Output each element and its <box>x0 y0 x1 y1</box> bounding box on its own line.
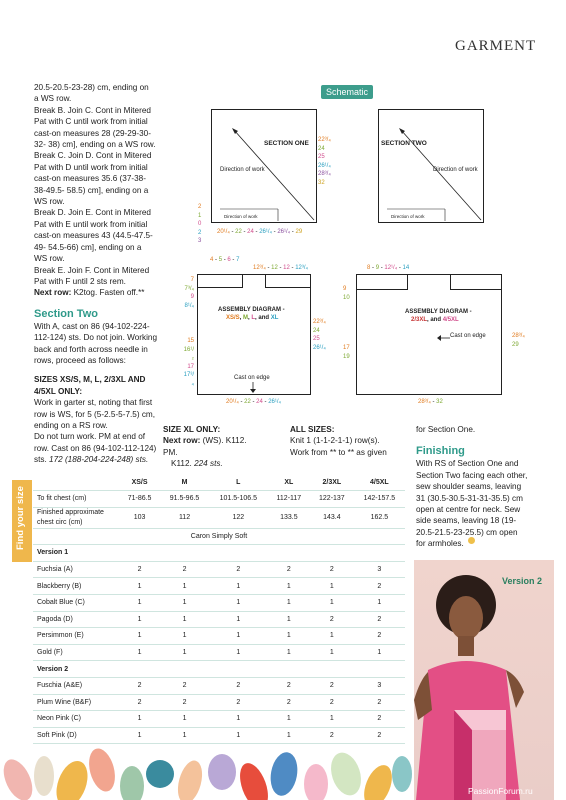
down-arrow-icon <box>250 382 256 393</box>
measure-value: 19 <box>343 353 350 360</box>
table-cell: 2 <box>209 677 268 694</box>
section-two-label: SECTION TWO <box>381 140 427 147</box>
assembly1-sizes: XS/S, M, L, and XL <box>226 315 279 321</box>
assembly-diagram-one <box>197 274 311 395</box>
assembly1-title: ASSEMBLY DIAGRAM - <box>218 307 285 313</box>
table-cell: 1 <box>268 611 310 628</box>
direction-label: Direction of work <box>220 167 265 173</box>
measure-value: 12³/₄ <box>295 265 308 271</box>
table-cell: 2 <box>310 677 354 694</box>
table-row-label: Blackberry (B) <box>33 578 119 595</box>
left-column-text <box>34 82 164 466</box>
finishing-line: for armholes. <box>416 539 464 549</box>
all-sizes-line1: Knit 1 (1-1-2-1-1) row(s). <box>290 436 380 446</box>
table-row-label: To fit chest (cm) <box>33 491 119 508</box>
table-cell: 103 <box>119 507 160 528</box>
table-cell: 133.5 <box>268 507 310 528</box>
table-cell: 1 <box>209 628 268 645</box>
table-cell: 1 <box>160 611 209 628</box>
left-column-line: WS row. <box>34 254 65 264</box>
assembly-size: XL <box>270 315 279 321</box>
table-cell: 1 <box>160 594 209 611</box>
left-column-line: Pat with E until work from initial <box>34 219 148 229</box>
direction-label-2: Direction of work <box>433 167 478 173</box>
measure-value: 9 <box>190 294 194 300</box>
left-column-line: WS row. <box>34 197 65 207</box>
measure-value: 29 <box>295 229 303 235</box>
assembly2-bottom-measure: 28³/₄ - 32 <box>418 399 443 405</box>
version-label: Version 2 <box>33 661 405 678</box>
photo-version-label: Version 2 <box>502 576 543 586</box>
version-label: Version 1 <box>33 545 405 562</box>
sizes-line: Do not turn work. PM at end of <box>34 432 146 442</box>
table-cell: 1 <box>310 594 354 611</box>
direction-label-small: Direction of work <box>224 214 258 219</box>
measure-value: 12¹/₄ <box>384 265 398 271</box>
assembly1-left-top-measure <box>184 276 194 310</box>
table-cell: 2 <box>354 727 405 744</box>
table-cell: 1 <box>268 644 310 661</box>
measure-value: 7 <box>236 257 240 263</box>
table-cell: 2 <box>268 694 310 711</box>
assembly1-cast-on: Cast on edge <box>234 375 270 381</box>
table-row <box>33 611 405 628</box>
end-dot-icon <box>468 537 475 544</box>
sizes-line: row is WS, for 5 (5-2.5-5-7.5) cm, <box>34 409 156 419</box>
measure-value: 0 <box>198 221 202 227</box>
measure-value: 26¹/₄ <box>259 229 272 235</box>
table-cell: 2/3XL <box>310 474 354 491</box>
table-cell: 2 <box>160 677 209 694</box>
table-cell: 2 <box>310 694 354 711</box>
table-cell: 2 <box>160 561 209 578</box>
table-cell: 2 <box>119 694 160 711</box>
table-cell: 1 <box>310 578 354 595</box>
assembly1-bottom-measure: 20¹/₄ - 22 - 24 - 26¹/₄ <box>226 399 281 405</box>
table-row <box>33 628 405 645</box>
measure-value: 32 <box>436 399 443 405</box>
table-cell: 101.5-106.5 <box>209 491 268 508</box>
table-cell: L <box>209 474 268 491</box>
table-row-label: Plum Wine (B&F) <box>33 694 119 711</box>
finishing-line: With RS of Section One and <box>416 459 519 469</box>
finishing-column <box>416 424 556 550</box>
table-row-label: Cobalt Blue (C) <box>33 594 119 611</box>
measure-value: 22 <box>244 399 251 405</box>
assembly2-left-bottom-measure <box>343 344 350 361</box>
for-section-one: for Section One. <box>416 425 476 434</box>
table-cell: 1 <box>310 644 354 661</box>
section-two-line: With A, cast on 86 (94-102-224- <box>34 321 150 331</box>
table-cell: 2 <box>160 694 209 711</box>
table-row-label: Pagoda (D) <box>33 611 119 628</box>
measure-value: 14 <box>402 265 410 271</box>
measure-value: 8 <box>367 265 371 271</box>
measure-value: 10 <box>343 294 350 301</box>
table-cell: 2 <box>354 578 405 595</box>
section-two-line: back and forth across needle in <box>34 344 148 354</box>
table-cell: 2 <box>268 677 310 694</box>
measure-value: 24 <box>247 229 254 235</box>
assembly-size: 4/5XL <box>442 317 459 323</box>
table-cell: M <box>160 474 209 491</box>
left-column-line: 32- 38) cm], ending on a WS row. <box>34 140 156 150</box>
table-row-label: Persimmon (E) <box>33 628 119 645</box>
finishing-line: Section Two facing each other, <box>416 470 528 480</box>
section-one-bottom-measure: 20¹/₄ - 22 - 24 - 26¹/₄ - 26¹/₄ - 29 <box>217 229 303 235</box>
left-column-line: cast-on measures 35.6 (37-38- <box>34 174 146 184</box>
table-cell: 2 <box>119 561 160 578</box>
assembly2-title: ASSEMBLY DIAGRAM - <box>405 309 472 315</box>
next-row-text: K2tog. Fasten off.** <box>71 288 145 298</box>
measure-value: 9 <box>375 265 380 271</box>
left-column-line: Break E. Join F. Cont in Mitered <box>34 265 150 275</box>
assembly-size: L <box>251 315 256 321</box>
chest-row <box>33 491 405 508</box>
table-header-row <box>33 474 405 491</box>
left-column-line: 38-49.5- 58.5) cm], ending on a <box>34 185 149 195</box>
assembly2-top-measure: 8 - 9 - 12¹/₄ - 14 <box>367 265 410 271</box>
measure-value: 28³/₄ <box>318 171 331 177</box>
all-sizes-heading: ALL SIZES: <box>290 425 335 434</box>
table-cell: 112-117 <box>268 491 310 508</box>
size-xl-block <box>163 424 263 470</box>
measure-value: 22³/₄ <box>318 137 331 143</box>
table-cell: 142-157.5 <box>354 491 405 508</box>
direction-label-small-2: Direction of work <box>391 214 425 219</box>
schematic-badge: Schematic <box>321 85 373 99</box>
table-cell: 1 <box>119 578 160 595</box>
measure-value: 25 <box>318 154 325 160</box>
table-cell: 1 <box>160 628 209 645</box>
table-cell: 112 <box>160 507 209 528</box>
table-row <box>33 561 405 578</box>
table-cell: 1 <box>119 628 160 645</box>
all-sizes-block <box>290 424 415 458</box>
left-column-line: Pat with D until work from initial <box>34 162 148 172</box>
table-cell: 3 <box>354 561 405 578</box>
measure-value: 26¹/₄ <box>313 344 326 351</box>
left-column-line: 49- 54.5-66) cm], ending on a <box>34 242 142 252</box>
size-table <box>33 474 405 744</box>
measure-value: 20¹/₄ <box>226 399 239 405</box>
left-column-line: a WS row. <box>34 94 72 104</box>
table-cell: 2 <box>354 711 405 728</box>
finishing-line: 20.5-21.5-23-25.5) cm open <box>416 527 518 537</box>
section-one-left-measure <box>198 203 201 246</box>
yarn-name: Caron Simply Soft <box>33 528 405 545</box>
assembly-diagram-two <box>356 274 502 395</box>
direction-arrow-icon <box>212 110 316 222</box>
assembly2-cast-on: Cast on edge <box>450 333 486 339</box>
assembly1-top-measure: 12³/₄ - 12 - 12 - 12³/₄ <box>253 265 308 271</box>
finishing-line: side seams, leaving 18 (19- <box>416 516 517 526</box>
size-xl-line2-italic: 224 sts. <box>194 459 223 469</box>
table-cell: 1 <box>354 644 405 661</box>
left-column-line: Pat with F until 2 sts rem. <box>34 276 126 286</box>
measure-value: 17 <box>187 363 194 370</box>
section-one-right-measure <box>318 136 331 187</box>
table-cell: 1 <box>119 711 160 728</box>
measure-value: 22³/₄ <box>313 319 326 325</box>
next-row-label: Next row: <box>34 288 72 298</box>
sizes-line: Work in garter st, noting that first <box>34 398 153 408</box>
sizes-heading: SIZES XS/S, M, L, 2/3XL AND 4/5XL ONLY: <box>34 375 146 396</box>
measure-value: 8¹/₄ <box>184 302 194 309</box>
size-xl-heading: SIZE XL ONLY: <box>163 425 221 434</box>
table-cell: 71-86.5 <box>119 491 160 508</box>
find-your-size-tab <box>12 480 32 562</box>
section-two-diagram <box>378 109 484 223</box>
table-cell: 4/5XL <box>354 474 405 491</box>
table-cell: 1 <box>119 594 160 611</box>
table-cell: 1 <box>268 578 310 595</box>
measure-value: 17 <box>343 345 350 351</box>
left-arrow-icon <box>437 335 451 341</box>
table-cell: 2 <box>268 561 310 578</box>
table-row-label: Gold (F) <box>33 644 119 661</box>
page-section-title: GARMENT <box>455 38 537 54</box>
table-cell: 1 <box>209 578 268 595</box>
table-cell: 2 <box>354 628 405 645</box>
measure-value: 28³/₄ <box>512 333 525 339</box>
measure-value: 12³/₄ <box>253 265 266 271</box>
all-sizes-line2: Work from ** to ** as given <box>290 447 387 457</box>
table-cell: 1 <box>160 644 209 661</box>
measure-value: 25 <box>313 336 320 342</box>
section-two-line: 112-124) sts. Do not join. Working <box>34 333 158 343</box>
table-cell: 1 <box>310 628 354 645</box>
measure-value: 24 <box>256 399 263 405</box>
table-cell: 1 <box>119 611 160 628</box>
measure-value: 6 <box>227 257 231 263</box>
measure-value: 7 <box>190 277 194 283</box>
table-cell: 3 <box>354 677 405 694</box>
measure-value: 28³/₄ <box>418 399 431 405</box>
assembly-size: 2/3XL <box>411 317 428 323</box>
table-cell: XL <box>268 474 310 491</box>
table-cell: 2 <box>354 694 405 711</box>
table-cell: 143.4 <box>310 507 354 528</box>
section-two-line: rows, proceed as follows: <box>34 355 126 365</box>
table-cell: 1 <box>209 711 268 728</box>
table-cell: 1 <box>209 727 268 744</box>
measure-value: 2 <box>198 229 202 236</box>
assembly1-right-measure <box>313 318 326 352</box>
table-cell: 162.5 <box>354 507 405 528</box>
table-cell: 1 <box>268 628 310 645</box>
finished-row <box>33 507 405 528</box>
watermark: PassionForum.ru <box>468 786 533 796</box>
measure-value: 16¹/₂ <box>183 346 194 361</box>
measure-value: 15 <box>187 338 194 344</box>
left-column-line: Pat with C until work from initial <box>34 117 148 127</box>
table-cell: 1 <box>119 644 160 661</box>
finishing-line: sew shoulder seams, leaving <box>416 482 522 492</box>
table-row-label: Neon Pink (C) <box>33 711 119 728</box>
table-row-label: Finished approximate chest circ (cm) <box>33 507 119 528</box>
left-column-line: Break C. Join D. Cont in Mitered <box>34 151 152 161</box>
table-cell: 1 <box>268 594 310 611</box>
table-cell: 1 <box>209 594 268 611</box>
measure-value: 24 <box>318 145 325 152</box>
table-row-label <box>33 474 119 491</box>
finishing-heading: Finishing <box>416 445 465 458</box>
assembly1-top-left-measure: 4 - 5 - 6 - 7 <box>210 257 240 263</box>
left-column-line: 20.5-20.5-23-28) cm, ending on <box>34 83 149 92</box>
yarn-row <box>33 528 405 545</box>
table-cell: 122-137 <box>310 491 354 508</box>
sizes-line: row. Cast on 86 (94-102-112-124) <box>34 443 157 453</box>
measure-value: 5 <box>218 257 223 263</box>
left-column-line: Break B. Join C. Cont in Mitered <box>34 105 151 115</box>
version-row <box>33 661 405 678</box>
table-cell: 1 <box>160 578 209 595</box>
size-xl-next-text: (WS). K112. PM. <box>163 436 247 457</box>
measure-value: 32 <box>318 179 325 186</box>
size-xl-next-label: Next row: <box>163 436 201 446</box>
table-row <box>33 594 405 611</box>
measure-value: 2 <box>198 204 202 210</box>
table-cell: 2 <box>354 611 405 628</box>
table-cell: 2 <box>310 611 354 628</box>
left-column-line: Break D. Join E. Cont in Mitered <box>34 208 151 218</box>
measure-value: 4 <box>210 257 214 263</box>
assembly-size: XS/S <box>226 315 240 321</box>
table-cell: 91.5-96.5 <box>160 491 209 508</box>
table-row-label: Fuchsia (A) <box>33 561 119 578</box>
table-cell: 1 <box>209 644 268 661</box>
size-xl-line2: K112. <box>171 459 195 469</box>
find-your-size-label: Find your size <box>15 486 26 550</box>
assembly1-left-bottom-measure <box>182 337 194 388</box>
table-cell: 1 <box>310 711 354 728</box>
table-cell: 1 <box>160 727 209 744</box>
sizes-last-italic: 172 (188-204-224-248) sts. <box>49 455 149 465</box>
table-cell: 2 <box>310 727 354 744</box>
sizes-last-prefix: sts. <box>34 455 50 465</box>
section-one-diagram <box>211 109 317 223</box>
table-row <box>33 644 405 661</box>
assembly-size: M <box>243 315 249 321</box>
table-row <box>33 677 405 694</box>
table-cell: 1 <box>268 711 310 728</box>
left-column-line: cast-on measures 28 (29-29-30- <box>34 128 151 138</box>
measure-value: 26¹/₄ <box>277 229 291 235</box>
table-cell: 1 <box>119 727 160 744</box>
table-row-label: Soft Pink (D) <box>33 727 119 744</box>
assembly2-sizes: 2/3XL, and 4/5XL <box>411 317 459 323</box>
left-column-line: cast-on measures 43 (44.5-47.5- <box>34 231 153 241</box>
measure-value: 17³/₄ <box>183 372 194 387</box>
table-cell: 2 <box>209 694 268 711</box>
assembly2-right-measure <box>512 332 525 349</box>
measure-value: 7³/₄ <box>184 285 194 292</box>
table-cell: 1 <box>209 611 268 628</box>
table-cell: 1 <box>268 727 310 744</box>
table-cell: 2 <box>119 677 160 694</box>
measure-value: 12 <box>283 265 290 271</box>
measure-value: 20¹/₄ <box>217 229 230 235</box>
table-row <box>33 711 405 728</box>
measure-value: 24 <box>313 327 320 334</box>
table-row <box>33 578 405 595</box>
table-row <box>33 694 405 711</box>
measure-value: 22 <box>235 229 242 235</box>
model-illustration <box>414 560 554 800</box>
version-row <box>33 545 405 562</box>
model-photo <box>414 560 554 800</box>
measure-value: 9 <box>343 286 347 292</box>
table-row-label: Fuschia (A&E) <box>33 677 119 694</box>
measure-value: 3 <box>198 238 202 244</box>
measure-value: 26¹/₄ <box>268 399 281 405</box>
finishing-line: 31 (30.5-30.5-31-31-35.5) cm <box>416 493 523 503</box>
measure-value: 26¹/₄ <box>318 162 331 169</box>
measure-value: 12 <box>271 265 278 271</box>
table-cell: 1 <box>160 711 209 728</box>
sizes-line: ending on a RS row. <box>34 420 108 430</box>
decorative-leaves <box>0 728 414 800</box>
direction-arrow-icon-2 <box>379 110 483 222</box>
section-two-heading: Section Two <box>34 307 98 320</box>
assembly2-left-top-measure <box>343 285 350 302</box>
table-cell: 2 <box>310 561 354 578</box>
table-cell: 1 <box>354 594 405 611</box>
table-cell: XS/S <box>119 474 160 491</box>
table-cell: 2 <box>209 561 268 578</box>
measure-value: 1 <box>198 212 202 219</box>
measure-value: 29 <box>512 341 519 348</box>
section-one-label: SECTION ONE <box>264 140 309 147</box>
finishing-line: open at centre for neck. Sew <box>416 505 521 515</box>
table-cell: 122 <box>209 507 268 528</box>
